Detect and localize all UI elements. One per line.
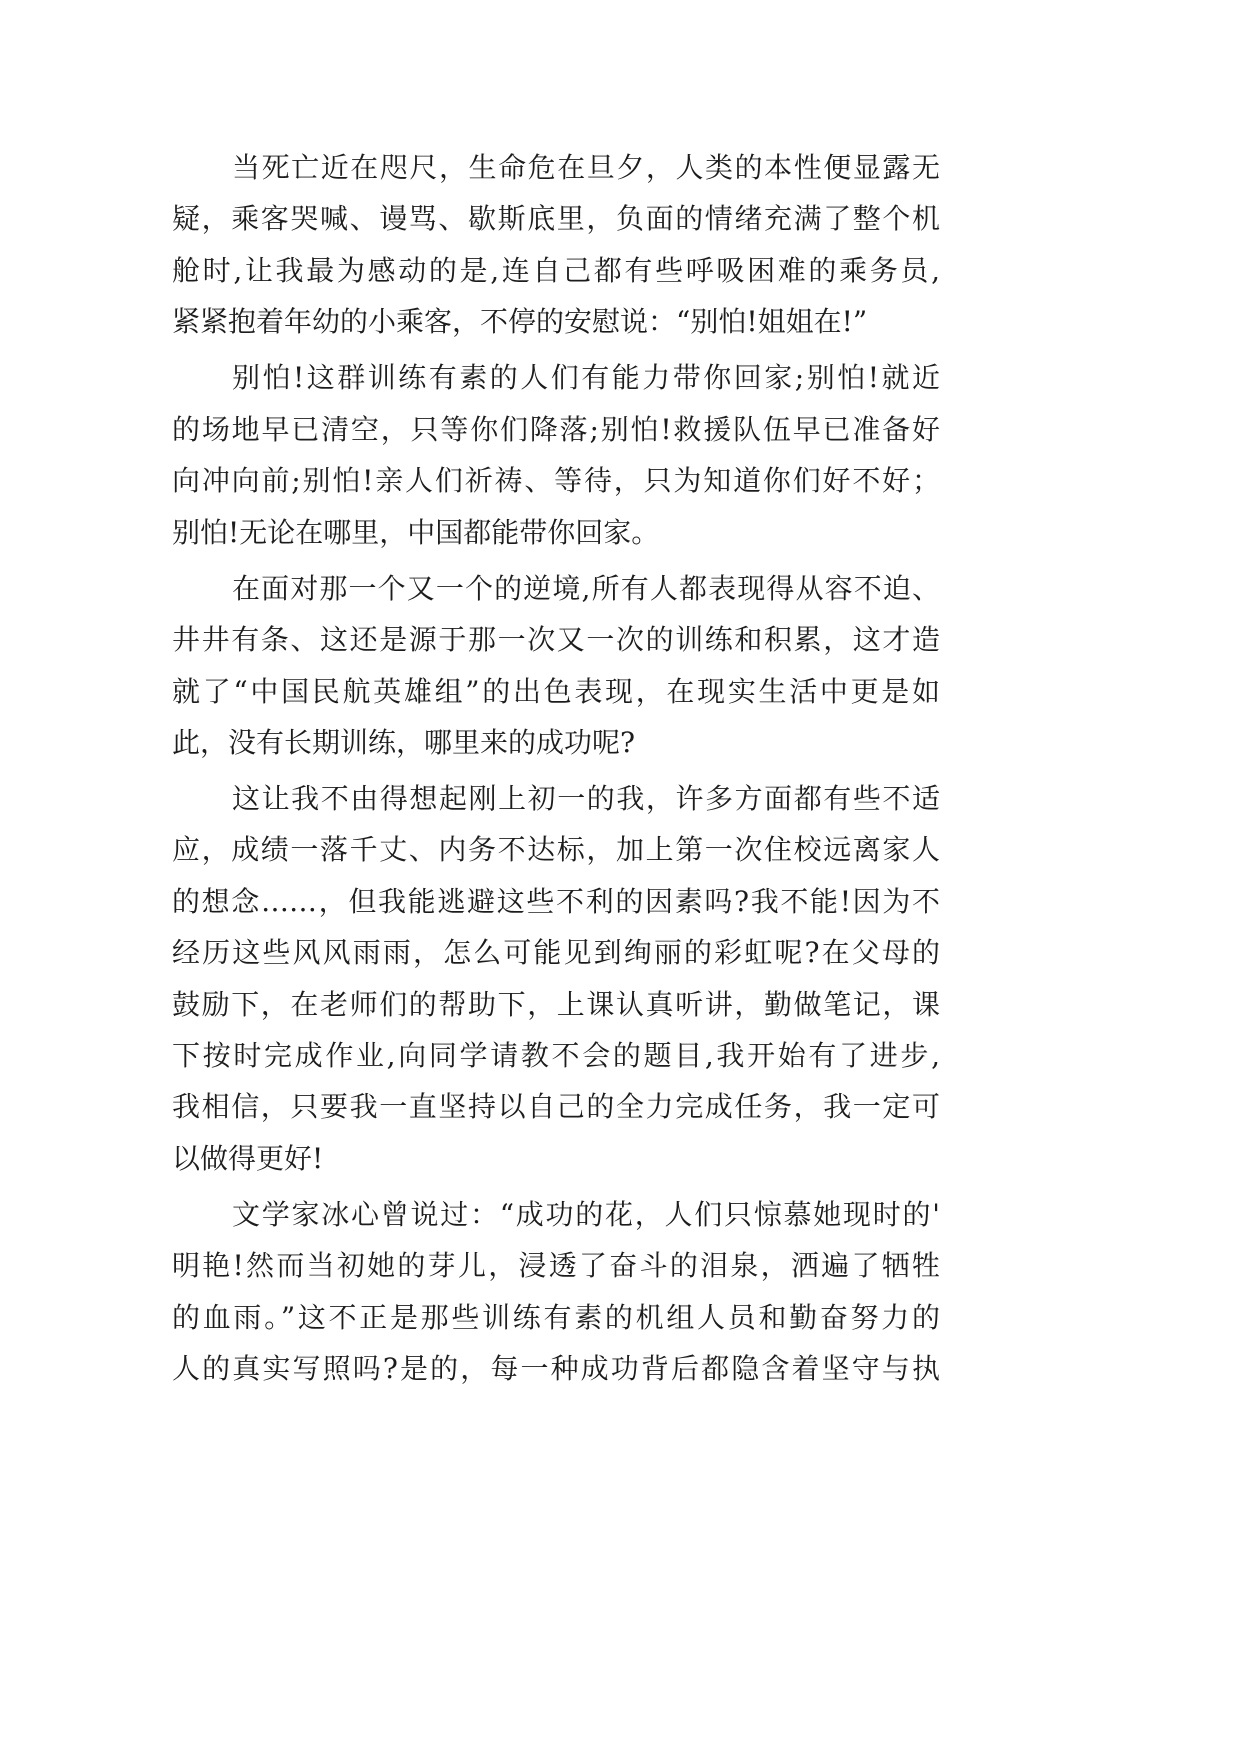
text-line: 的场地早已清空，只等你们降落;别怕!救援队伍早已准备好 xyxy=(172,412,940,446)
text-line: 向冲向前;别怕!亲人们祈祷、等待，只为知道你们好不好； xyxy=(172,464,940,498)
text-line: 紧紧抱着年幼的小乘客，不停的安慰说：“别怕!姐姐在!” xyxy=(172,305,868,339)
text-line: 疑，乘客哭喊、谩骂、歇斯底里，负面的情绪充满了整个机 xyxy=(172,202,940,236)
text-line: 此，没有长期训练，哪里来的成功呢? xyxy=(172,725,636,759)
text-line: 下按时完成作业,向同学请教不会的题目,我开始有了进步, xyxy=(172,1039,940,1073)
text-line: 鼓励下，在老师们的帮助下，上课认真听讲，勤做笔记，课 xyxy=(172,987,940,1021)
text-line: 别怕!这群训练有素的人们有能力带你回家;别怕!就近 xyxy=(232,361,940,395)
paragraph xyxy=(172,563,940,769)
paragraph xyxy=(172,352,940,558)
text-line: 明艳!然而当初她的芽儿，浸透了奋斗的泪泉，洒遍了牺牲 xyxy=(172,1249,940,1283)
text-line: 在面对那一个又一个的逆境,所有人都表现得从容不迫、 xyxy=(232,571,940,605)
paragraph xyxy=(172,773,940,1184)
text-line: 应，成绩一落千丈、内务不达标，加上第一次住校远离家人 xyxy=(172,833,940,867)
text-line: 人的真实写照吗?是的，每一种成功背后都隐含着坚守与执 xyxy=(172,1352,940,1386)
text-line: 井井有条、这还是源于那一次又一次的训练和积累，这才造 xyxy=(172,623,940,657)
text-line: 经历这些风风雨雨，怎么可能见到绚丽的彩虹呢?在父母的 xyxy=(172,936,940,970)
paragraph xyxy=(172,1189,940,1395)
text-line: 别怕!无论在哪里，中国都能带你回家。 xyxy=(172,515,660,549)
text-line: 以做得更好! xyxy=(172,1141,324,1175)
text-line: 当死亡近在咫尺，生命危在旦夕，人类的本性便显露无 xyxy=(232,151,940,184)
body-text xyxy=(172,142,940,1395)
text-line: 这让我不由得想起刚上初一的我，许多方面都有些不适 xyxy=(232,782,940,816)
text-line: 的血雨。”这不正是那些训练有素的机组人员和勤奋努力的 xyxy=(172,1300,940,1334)
text-line: 就了“中国民航英雄组”的出色表现，在现实生活中更是如 xyxy=(172,674,940,708)
paragraph xyxy=(172,142,940,348)
text-line: 我相信，只要我一直坚持以自己的全力完成任务，我一定可 xyxy=(172,1090,940,1124)
text-line: 文学家冰心曾说过：“成功的花，人们只惊慕她现时的' xyxy=(232,1198,940,1231)
text-line: 舱时,让我最为感动的是,连自己都有些呼吸困难的乘务员, xyxy=(172,253,940,287)
text-line: 的想念……，但我能逃避这些不利的因素吗?我不能!因为不 xyxy=(172,884,940,918)
